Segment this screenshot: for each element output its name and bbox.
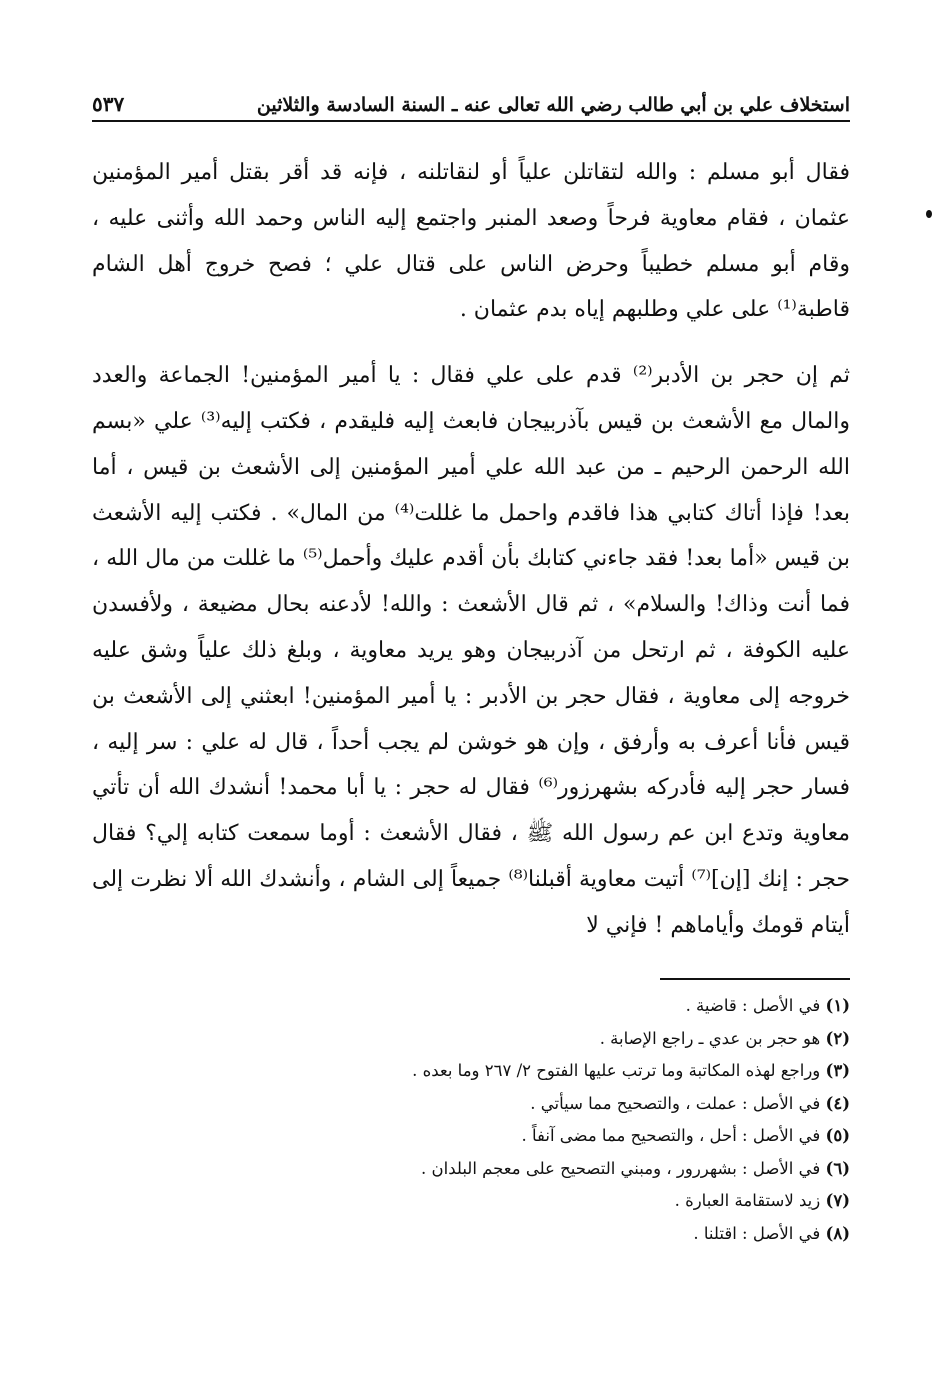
- footnote: [92, 990, 850, 1023]
- footnote-marker: (٣): [825, 1061, 850, 1080]
- footnote: [92, 1153, 850, 1186]
- paragraph: ثم إن حجر بن الأدبر⁽²⁾ قدم على علي فقال : يا أمير المؤمنين! الجماعة والعدد والمال مع الأشعث بن قيس بآذربيجان فابعث إليه فليقدم ، فكتب إليه⁽³⁾ علي «بسم الله الرحمن الرحيم ـ من عبد الله علي أمير المؤمنين إلى الأشعث بن قيس ، أما بعد! فإذا أتاك كتابي هذا فاقدم واحمل ما غللت⁽⁴⁾ من المال» . فكتب إليه الأشعث بن قيس «أما بعد! فقد جاءني كتابك بأن أقدم عليك وأحمل⁽⁵⁾ ما غللت من مال الله ، فما أنت وذاك! والسلام» ، ثم قال الأشعث : والله! لأدعنه بحال مضيعة ، ولأفسدن عليه الكوفة ، ثم ارتحل من آذربيجان وهو يريد معاوية ، وبلغ ذلك علياً وشق عليه خروجه إلى معاوية ، فقال حجر بن الأدبر : يا أمير المؤمنين! ابعثني إلى الأشعث بن قيس فأنا أعرف به وأرفق ، وإن هو خوشن لم يجب أحداً ، قال له علي : سر إليه ، فسار حجر إليه فأدركه بشهرزور⁽⁶⁾ فقال له حجر : يا أبا محمد! أنشدك الله أن تأتي معاوية وتدع ابن عم رسول الله ﷺ ، فقال الأشعث : أوما سمعت كتابه إلي؟ فقال حجر : إنك [إن]⁽⁷⁾ أتيت معاوية أقبلنا⁽⁸⁾ جميعاً إلى الشام ، وأنشدك الله ألا نظرت إلى أيتام قومك وأياماهم ! فإني لا: [92, 363, 851, 938]
- footnote: [92, 1088, 850, 1121]
- footnote: [92, 1218, 850, 1251]
- footnote-marker: (٤): [825, 1093, 850, 1113]
- footnote-text: في الأصل : أحل ، والتصحيح مما مضى آنفاً .: [521, 1126, 821, 1145]
- main-text: [92, 150, 850, 949]
- running-header: [92, 88, 850, 122]
- running-title: استخلاف علي بن أبي طالب رضي الله تعالى عنه ـ السنة السادسة والثلاثين: [256, 94, 850, 116]
- page-number: ٥٣٧: [92, 92, 125, 116]
- footnote-text: في الأصل : اقتلنا .: [693, 1223, 821, 1243]
- footnote-text: هو حجر بن عدي ـ راجع الإصابة .: [599, 1028, 821, 1048]
- footnotes-list: [92, 990, 850, 1250]
- footnote: [92, 1185, 850, 1218]
- footnote-marker: (٥): [825, 1126, 850, 1145]
- footnote-text: وراجع لهذه المكاتبة وما ترتب عليها الفتوح ٢/ ٢٦٧ وما بعده .: [412, 1061, 821, 1080]
- footnote-marker: (٦): [825, 1158, 850, 1178]
- paragraph: فقال أبو مسلم : والله لتقاتلن علياً أو لنقاتلنه ، فإنه قد أقر بقتل أمير المؤمنين عثمان ، فقام معاوية فرحاً وصعد المنبر واجتمع إليه الناس وحمد الله وأثنى عليه ، وقام أبو مسلم خطيباً وحرض الناس على قتال علي ؛ فصح خروج أهل الشام قاطبة⁽¹⁾ على علي وطلبهم إياه بدم عثمان .: [92, 160, 850, 323]
- margin-mark: [926, 210, 932, 218]
- footnote-separator: [660, 978, 850, 980]
- footnote: [92, 1055, 850, 1088]
- footnote-text: زيد لاستقامة العبارة .: [674, 1191, 821, 1210]
- footnote-marker: (١): [825, 996, 850, 1015]
- footnote-marker: (٧): [825, 1191, 850, 1210]
- footnote-text: في الأصل : بشهررور ، ومبني التصحيح على معجم البلدان .: [421, 1158, 821, 1178]
- footnote: [92, 1023, 850, 1056]
- footnote-marker: (٢): [825, 1028, 850, 1048]
- footnote-text: في الأصل : عملت ، والتصحيح مما سيأتي .: [530, 1093, 821, 1113]
- footnote-marker: (٨): [825, 1223, 850, 1243]
- footnote: [92, 1120, 850, 1153]
- footnote-text: في الأصل : قاضية .: [685, 996, 821, 1015]
